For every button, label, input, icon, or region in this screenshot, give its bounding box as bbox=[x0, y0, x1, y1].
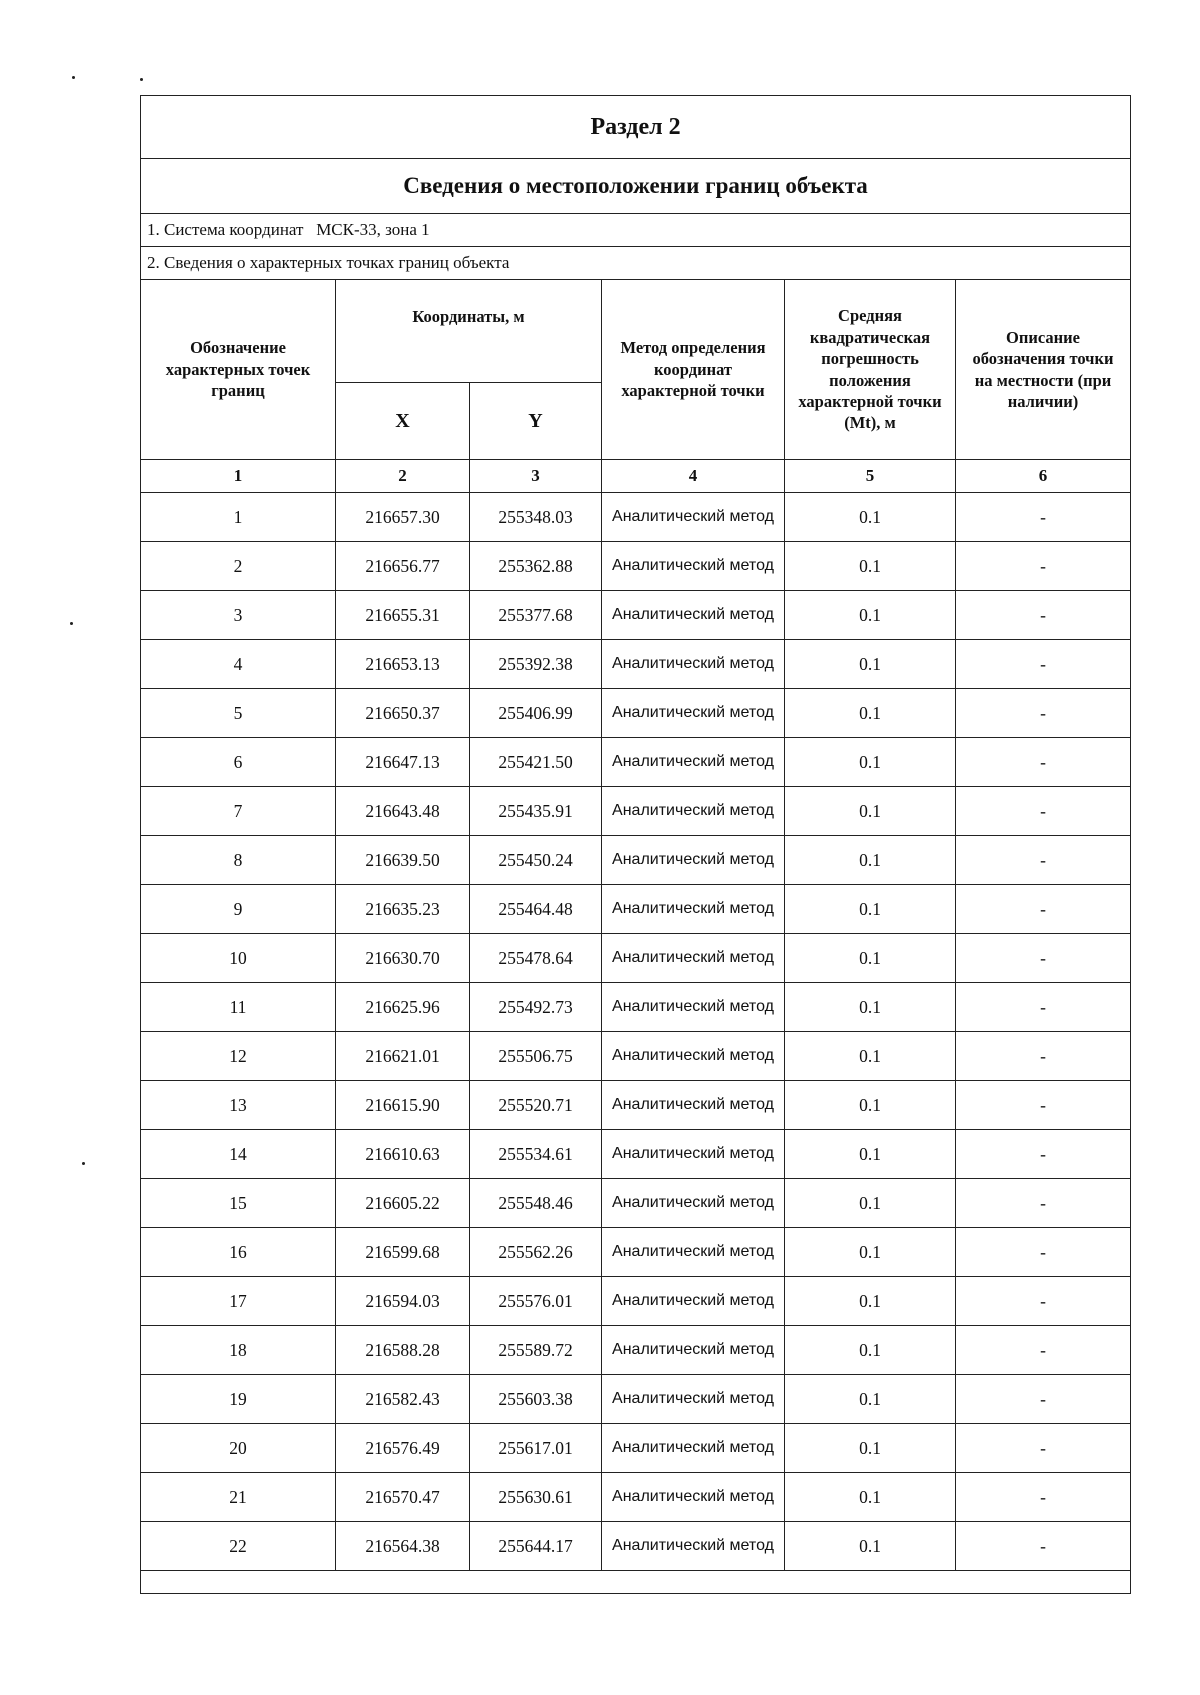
error-cell: 0.1 bbox=[785, 1473, 956, 1522]
method-cell: Аналитический метод bbox=[602, 1473, 785, 1522]
x-coordinate-cell: 216564.38 bbox=[336, 1522, 470, 1571]
y-coordinate-cell: 255348.03 bbox=[470, 493, 602, 542]
point-number-cell: 6 bbox=[141, 738, 336, 787]
description-cell: - bbox=[956, 689, 1131, 738]
error-cell: 0.1 bbox=[785, 1424, 956, 1473]
description-cell: - bbox=[956, 1277, 1131, 1326]
error-cell: 0.1 bbox=[785, 1228, 956, 1277]
y-coordinate-cell: 255435.91 bbox=[470, 787, 602, 836]
point-number-cell: 22 bbox=[141, 1522, 336, 1571]
header-coords: Координаты, м bbox=[336, 280, 602, 383]
column-numbers-row bbox=[141, 460, 1131, 493]
points-info-line: 2. Сведения о характерных точках границ объекта bbox=[141, 247, 1131, 280]
point-number-cell: 2 bbox=[141, 542, 336, 591]
y-coordinate-cell: 255464.48 bbox=[470, 885, 602, 934]
section-subtitle: Сведения о местоположении границ объекта bbox=[141, 159, 1131, 214]
table-row bbox=[141, 836, 1131, 885]
y-coordinate-cell: 255520.71 bbox=[470, 1081, 602, 1130]
table-row bbox=[141, 738, 1131, 787]
table-row bbox=[141, 1326, 1131, 1375]
table-row bbox=[141, 934, 1131, 983]
header-error: Средняя квадратическая погрешность положения характерной точки (Mt), м bbox=[785, 280, 956, 460]
description-cell: - bbox=[956, 1228, 1131, 1277]
description-cell: - bbox=[956, 1473, 1131, 1522]
error-cell: 0.1 bbox=[785, 1032, 956, 1081]
y-coordinate-cell: 255644.17 bbox=[470, 1522, 602, 1571]
description-cell: - bbox=[956, 640, 1131, 689]
point-number-cell: 17 bbox=[141, 1277, 336, 1326]
description-cell: - bbox=[956, 1081, 1131, 1130]
point-number-cell: 18 bbox=[141, 1326, 336, 1375]
header-y: Y bbox=[470, 383, 602, 460]
y-coordinate-cell: 255392.38 bbox=[470, 640, 602, 689]
scan-dot bbox=[82, 1162, 85, 1165]
error-cell: 0.1 bbox=[785, 1081, 956, 1130]
table-row bbox=[141, 787, 1131, 836]
y-coordinate-cell: 255377.68 bbox=[470, 591, 602, 640]
error-cell: 0.1 bbox=[785, 542, 956, 591]
error-cell: 0.1 bbox=[785, 836, 956, 885]
method-cell: Аналитический метод bbox=[602, 1032, 785, 1081]
table-row bbox=[141, 1228, 1131, 1277]
x-coordinate-cell: 216570.47 bbox=[336, 1473, 470, 1522]
error-cell: 0.1 bbox=[785, 640, 956, 689]
x-coordinate-cell: 216625.96 bbox=[336, 983, 470, 1032]
column-number: 5 bbox=[785, 460, 956, 493]
point-number-cell: 19 bbox=[141, 1375, 336, 1424]
point-number-cell: 20 bbox=[141, 1424, 336, 1473]
point-number-cell: 10 bbox=[141, 934, 336, 983]
x-coordinate-cell: 216643.48 bbox=[336, 787, 470, 836]
error-cell: 0.1 bbox=[785, 689, 956, 738]
x-coordinate-cell: 216653.13 bbox=[336, 640, 470, 689]
error-cell: 0.1 bbox=[785, 493, 956, 542]
method-cell: Аналитический метод bbox=[602, 1424, 785, 1473]
table-row bbox=[141, 689, 1131, 738]
description-cell: - bbox=[956, 787, 1131, 836]
error-cell: 0.1 bbox=[785, 1130, 956, 1179]
description-cell: - bbox=[956, 542, 1131, 591]
table-row bbox=[141, 1277, 1131, 1326]
x-coordinate-cell: 216576.49 bbox=[336, 1424, 470, 1473]
scan-dot bbox=[140, 78, 143, 81]
point-number-cell: 5 bbox=[141, 689, 336, 738]
method-cell: Аналитический метод bbox=[602, 1277, 785, 1326]
y-coordinate-cell: 255576.01 bbox=[470, 1277, 602, 1326]
x-coordinate-cell: 216657.30 bbox=[336, 493, 470, 542]
description-cell: - bbox=[956, 885, 1131, 934]
y-coordinate-cell: 255617.01 bbox=[470, 1424, 602, 1473]
scan-dot bbox=[72, 76, 75, 79]
description-cell: - bbox=[956, 983, 1131, 1032]
error-cell: 0.1 bbox=[785, 1375, 956, 1424]
table-row bbox=[141, 983, 1131, 1032]
table-row bbox=[141, 493, 1131, 542]
x-coordinate-cell: 216594.03 bbox=[336, 1277, 470, 1326]
method-cell: Аналитический метод bbox=[602, 1375, 785, 1424]
point-number-cell: 3 bbox=[141, 591, 336, 640]
error-cell: 0.1 bbox=[785, 1277, 956, 1326]
description-cell: - bbox=[956, 1424, 1131, 1473]
method-cell: Аналитический метод bbox=[602, 1081, 785, 1130]
x-coordinate-cell: 216588.28 bbox=[336, 1326, 470, 1375]
method-cell: Аналитический метод bbox=[602, 689, 785, 738]
method-cell: Аналитический метод bbox=[602, 983, 785, 1032]
error-cell: 0.1 bbox=[785, 738, 956, 787]
table-row bbox=[141, 1375, 1131, 1424]
table-row bbox=[141, 1081, 1131, 1130]
table-row bbox=[141, 542, 1131, 591]
x-coordinate-cell: 216639.50 bbox=[336, 836, 470, 885]
table-row bbox=[141, 591, 1131, 640]
y-coordinate-cell: 255450.24 bbox=[470, 836, 602, 885]
y-coordinate-cell: 255589.72 bbox=[470, 1326, 602, 1375]
table-row bbox=[141, 640, 1131, 689]
description-cell: - bbox=[956, 493, 1131, 542]
description-cell: - bbox=[956, 836, 1131, 885]
scan-dot bbox=[70, 622, 73, 625]
y-coordinate-cell: 255548.46 bbox=[470, 1179, 602, 1228]
description-cell: - bbox=[956, 1130, 1131, 1179]
description-cell: - bbox=[956, 1375, 1131, 1424]
column-number: 3 bbox=[470, 460, 602, 493]
x-coordinate-cell: 216582.43 bbox=[336, 1375, 470, 1424]
x-coordinate-cell: 216605.22 bbox=[336, 1179, 470, 1228]
header-method: Метод определения координат характерной точки bbox=[602, 280, 785, 460]
y-coordinate-cell: 255492.73 bbox=[470, 983, 602, 1032]
header-designation: Обозначение характерных точек границ bbox=[141, 280, 336, 460]
point-number-cell: 7 bbox=[141, 787, 336, 836]
method-cell: Аналитический метод bbox=[602, 836, 785, 885]
header-x: X bbox=[336, 383, 470, 460]
error-cell: 0.1 bbox=[785, 787, 956, 836]
x-coordinate-cell: 216630.70 bbox=[336, 934, 470, 983]
method-cell: Аналитический метод bbox=[602, 934, 785, 983]
document-page bbox=[140, 95, 1130, 1594]
description-cell: - bbox=[956, 1032, 1131, 1081]
method-cell: Аналитический метод bbox=[602, 1130, 785, 1179]
x-coordinate-cell: 216656.77 bbox=[336, 542, 470, 591]
description-cell: - bbox=[956, 934, 1131, 983]
point-number-cell: 16 bbox=[141, 1228, 336, 1277]
method-cell: Аналитический метод bbox=[602, 640, 785, 689]
header-description: Описание обозначения точки на местности (при наличии) bbox=[956, 280, 1131, 460]
point-number-cell: 11 bbox=[141, 983, 336, 1032]
point-number-cell: 1 bbox=[141, 493, 336, 542]
point-number-cell: 4 bbox=[141, 640, 336, 689]
x-coordinate-cell: 216655.31 bbox=[336, 591, 470, 640]
point-number-cell: 9 bbox=[141, 885, 336, 934]
section-title: Раздел 2 bbox=[141, 96, 1131, 159]
x-coordinate-cell: 216621.01 bbox=[336, 1032, 470, 1081]
table-row bbox=[141, 1424, 1131, 1473]
method-cell: Аналитический метод bbox=[602, 787, 785, 836]
description-cell: - bbox=[956, 1179, 1131, 1228]
y-coordinate-cell: 255506.75 bbox=[470, 1032, 602, 1081]
point-number-cell: 21 bbox=[141, 1473, 336, 1522]
x-coordinate-cell: 216599.68 bbox=[336, 1228, 470, 1277]
method-cell: Аналитический метод bbox=[602, 1326, 785, 1375]
point-number-cell: 15 bbox=[141, 1179, 336, 1228]
error-cell: 0.1 bbox=[785, 591, 956, 640]
method-cell: Аналитический метод bbox=[602, 885, 785, 934]
x-coordinate-cell: 216635.23 bbox=[336, 885, 470, 934]
table-row bbox=[141, 1032, 1131, 1081]
method-cell: Аналитический метод bbox=[602, 1179, 785, 1228]
x-coordinate-cell: 216650.37 bbox=[336, 689, 470, 738]
table-row bbox=[141, 1179, 1131, 1228]
table-body bbox=[141, 493, 1131, 1571]
column-number: 6 bbox=[956, 460, 1131, 493]
error-cell: 0.1 bbox=[785, 885, 956, 934]
y-coordinate-cell: 255603.38 bbox=[470, 1375, 602, 1424]
description-cell: - bbox=[956, 1326, 1131, 1375]
x-coordinate-cell: 216647.13 bbox=[336, 738, 470, 787]
table-row bbox=[141, 1473, 1131, 1522]
description-cell: - bbox=[956, 591, 1131, 640]
table-row bbox=[141, 1522, 1131, 1571]
x-coordinate-cell: 216615.90 bbox=[336, 1081, 470, 1130]
point-number-cell: 14 bbox=[141, 1130, 336, 1179]
boundary-table bbox=[140, 95, 1131, 1594]
column-number: 2 bbox=[336, 460, 470, 493]
y-coordinate-cell: 255562.26 bbox=[470, 1228, 602, 1277]
method-cell: Аналитический метод bbox=[602, 738, 785, 787]
y-coordinate-cell: 255406.99 bbox=[470, 689, 602, 738]
error-cell: 0.1 bbox=[785, 983, 956, 1032]
column-number: 4 bbox=[602, 460, 785, 493]
table-footer-row bbox=[141, 1571, 1131, 1594]
x-coordinate-cell: 216610.63 bbox=[336, 1130, 470, 1179]
point-number-cell: 12 bbox=[141, 1032, 336, 1081]
method-cell: Аналитический метод bbox=[602, 493, 785, 542]
point-number-cell: 13 bbox=[141, 1081, 336, 1130]
y-coordinate-cell: 255630.61 bbox=[470, 1473, 602, 1522]
error-cell: 0.1 bbox=[785, 934, 956, 983]
method-cell: Аналитический метод bbox=[602, 1228, 785, 1277]
error-cell: 0.1 bbox=[785, 1326, 956, 1375]
error-cell: 0.1 bbox=[785, 1179, 956, 1228]
method-cell: Аналитический метод bbox=[602, 1522, 785, 1571]
y-coordinate-cell: 255362.88 bbox=[470, 542, 602, 591]
y-coordinate-cell: 255421.50 bbox=[470, 738, 602, 787]
table-row bbox=[141, 885, 1131, 934]
method-cell: Аналитический метод bbox=[602, 542, 785, 591]
error-cell: 0.1 bbox=[785, 1522, 956, 1571]
column-number: 1 bbox=[141, 460, 336, 493]
description-cell: - bbox=[956, 738, 1131, 787]
y-coordinate-cell: 255534.61 bbox=[470, 1130, 602, 1179]
coord-system-line: 1. Система координат МСК-33, зона 1 bbox=[141, 214, 1131, 247]
point-number-cell: 8 bbox=[141, 836, 336, 885]
table-row bbox=[141, 1130, 1131, 1179]
y-coordinate-cell: 255478.64 bbox=[470, 934, 602, 983]
description-cell: - bbox=[956, 1522, 1131, 1571]
method-cell: Аналитический метод bbox=[602, 591, 785, 640]
